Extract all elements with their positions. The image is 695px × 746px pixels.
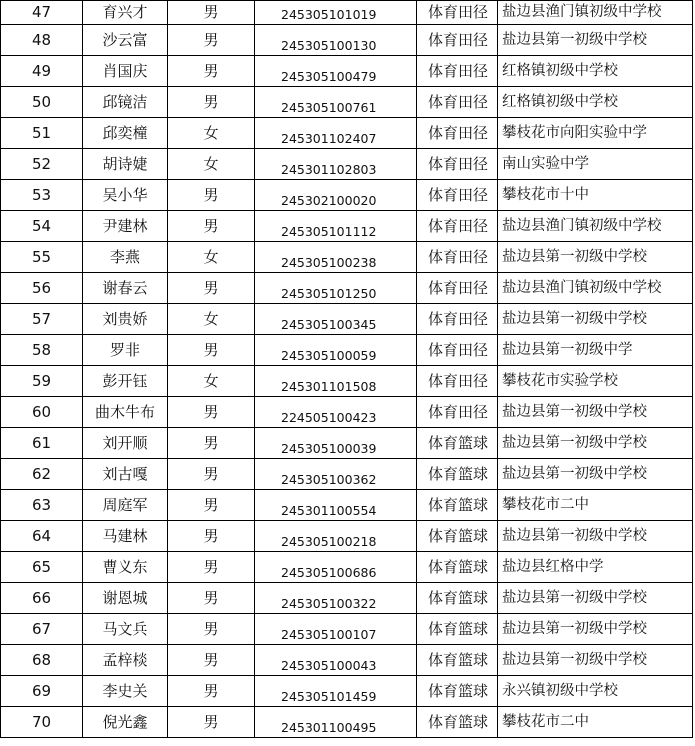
student-gender: 男 [168, 180, 255, 211]
registration-id: 245305100059 [255, 335, 417, 366]
table-row [1, 304, 693, 335]
student-gender: 男 [168, 87, 255, 118]
row-number: 61 [1, 428, 83, 459]
sport-category: 体育田径 [417, 149, 498, 180]
sport-category: 体育篮球 [417, 583, 498, 614]
student-gender: 男 [168, 397, 255, 428]
table-row [1, 521, 693, 552]
school-name: 盐边县第一初级中学校 [498, 645, 693, 676]
table-row [1, 149, 693, 180]
table-row [1, 273, 693, 304]
school-name: 盐边县渔门镇初级中学校 [498, 211, 693, 242]
row-number: 54 [1, 211, 83, 242]
school-name: 攀枝花市二中 [498, 490, 693, 521]
row-number: 53 [1, 180, 83, 211]
row-number: 64 [1, 521, 83, 552]
student-gender: 女 [168, 149, 255, 180]
sport-category: 体育篮球 [417, 645, 498, 676]
school-name: 南山实验中学 [498, 149, 693, 180]
school-name: 盐边县第一初级中学校 [498, 521, 693, 552]
student-name: 胡诗婕 [83, 149, 168, 180]
student-name: 谢恩城 [83, 583, 168, 614]
school-name: 红格镇初级中学校 [498, 87, 693, 118]
row-number: 68 [1, 645, 83, 676]
student-name: 刘贵娇 [83, 304, 168, 335]
sport-category: 体育田径 [417, 25, 498, 56]
sport-category: 体育田径 [417, 211, 498, 242]
table-row [1, 676, 693, 707]
table-row [1, 490, 693, 521]
sport-category: 体育篮球 [417, 490, 498, 521]
sport-category: 体育篮球 [417, 521, 498, 552]
school-name: 盐边县第一初级中学校 [498, 304, 693, 335]
school-name: 盐边县第一初级中学校 [498, 397, 693, 428]
registration-id: 245305101459 [255, 676, 417, 707]
school-name: 盐边县第一初级中学校 [498, 25, 693, 56]
school-name: 盐边县第一初级中学校 [498, 583, 693, 614]
registration-id: 245301101508 [255, 366, 417, 397]
sport-category: 体育篮球 [417, 428, 498, 459]
student-gender: 女 [168, 366, 255, 397]
sport-category: 体育田径 [417, 397, 498, 428]
sport-category: 体育田径 [417, 304, 498, 335]
registration-id: 245305100107 [255, 614, 417, 645]
student-gender: 男 [168, 707, 255, 738]
table-row [1, 242, 693, 273]
table-row [1, 87, 693, 118]
sport-category: 体育田径 [417, 366, 498, 397]
sport-category: 体育田径 [417, 242, 498, 273]
sport-category: 体育篮球 [417, 552, 498, 583]
registration-id: 245301100554 [255, 490, 417, 521]
registration-id: 245305100322 [255, 583, 417, 614]
sport-category: 体育田径 [417, 180, 498, 211]
school-name: 盐边县第一初级中学 [498, 335, 693, 366]
student-gender: 男 [168, 521, 255, 552]
school-name: 盐边县第一初级中学校 [498, 428, 693, 459]
table-row [1, 118, 693, 149]
student-gender: 男 [168, 211, 255, 242]
school-name: 盐边县第一初级中学校 [498, 614, 693, 645]
school-name: 盐边县红格中学 [498, 552, 693, 583]
registration-id: 245301100495 [255, 707, 417, 738]
registration-id: 245302100020 [255, 180, 417, 211]
sport-category: 体育田径 [417, 87, 498, 118]
school-name: 盐边县第一初级中学校 [498, 459, 693, 490]
row-number: 70 [1, 707, 83, 738]
student-name: 谢春云 [83, 273, 168, 304]
table-row [1, 211, 693, 242]
table-row [1, 366, 693, 397]
table-row [1, 459, 693, 490]
row-number: 55 [1, 242, 83, 273]
student-name: 刘开顺 [83, 428, 168, 459]
row-number: 59 [1, 366, 83, 397]
table-row [1, 335, 693, 366]
student-gender: 男 [168, 614, 255, 645]
registration-id: 245305100479 [255, 56, 417, 87]
student-gender: 女 [168, 118, 255, 149]
table-row [1, 56, 693, 87]
row-number: 52 [1, 149, 83, 180]
student-gender: 男 [168, 428, 255, 459]
registration-id: 245305100362 [255, 459, 417, 490]
table-row [1, 583, 693, 614]
student-name: 周庭军 [83, 490, 168, 521]
row-number: 67 [1, 614, 83, 645]
student-gender: 男 [168, 56, 255, 87]
student-gender: 男 [168, 583, 255, 614]
student-name: 尹建林 [83, 211, 168, 242]
table-row [1, 1, 693, 25]
registration-id: 245305100130 [255, 25, 417, 56]
student-name: 李史关 [83, 676, 168, 707]
row-number: 56 [1, 273, 83, 304]
roster-body [1, 1, 693, 738]
student-gender: 男 [168, 552, 255, 583]
table-row [1, 428, 693, 459]
row-number: 69 [1, 676, 83, 707]
sport-category: 体育篮球 [417, 614, 498, 645]
sport-category: 体育篮球 [417, 707, 498, 738]
row-number: 66 [1, 583, 83, 614]
row-number: 62 [1, 459, 83, 490]
row-number: 51 [1, 118, 83, 149]
sport-category: 体育篮球 [417, 676, 498, 707]
student-gender: 男 [168, 25, 255, 56]
row-number: 60 [1, 397, 83, 428]
student-name: 肖国庆 [83, 56, 168, 87]
sport-category: 体育田径 [417, 273, 498, 304]
student-gender: 男 [168, 335, 255, 366]
row-number: 57 [1, 304, 83, 335]
school-name: 盐边县第一初级中学校 [498, 242, 693, 273]
school-name: 攀枝花市十中 [498, 180, 693, 211]
student-name: 罗非 [83, 335, 168, 366]
registration-id: 245305100218 [255, 521, 417, 552]
school-name: 攀枝花市二中 [498, 707, 693, 738]
sport-category: 体育田径 [417, 1, 498, 25]
row-number: 50 [1, 87, 83, 118]
table-row [1, 552, 693, 583]
student-gender: 女 [168, 304, 255, 335]
student-name: 马建林 [83, 521, 168, 552]
table-row [1, 614, 693, 645]
row-number: 48 [1, 25, 83, 56]
student-gender: 男 [168, 1, 255, 25]
student-gender: 男 [168, 676, 255, 707]
student-name: 孟梓棪 [83, 645, 168, 676]
registration-id: 245305101250 [255, 273, 417, 304]
registration-id: 245305101112 [255, 211, 417, 242]
student-name: 彭开钰 [83, 366, 168, 397]
school-name: 盐边县渔门镇初级中学校 [498, 273, 693, 304]
student-name: 育兴才 [83, 1, 168, 25]
row-number: 47 [1, 1, 83, 25]
sport-category: 体育田径 [417, 118, 498, 149]
student-name: 倪光鑫 [83, 707, 168, 738]
student-name: 马文兵 [83, 614, 168, 645]
sport-category: 体育篮球 [417, 459, 498, 490]
student-name: 曲木牛布 [83, 397, 168, 428]
registration-id: 245305100039 [255, 428, 417, 459]
row-number: 63 [1, 490, 83, 521]
sport-category: 体育田径 [417, 335, 498, 366]
student-gender: 男 [168, 459, 255, 490]
registration-id: 245305101019 [255, 1, 417, 25]
school-name: 盐边县渔门镇初级中学校 [498, 1, 693, 25]
student-name: 邱镜洁 [83, 87, 168, 118]
student-gender: 男 [168, 273, 255, 304]
student-gender: 女 [168, 242, 255, 273]
student-gender: 男 [168, 645, 255, 676]
student-name: 曹义东 [83, 552, 168, 583]
registration-id: 245301102803 [255, 149, 417, 180]
school-name: 攀枝花市实验学校 [498, 366, 693, 397]
registration-id: 245305100686 [255, 552, 417, 583]
student-name: 李燕 [83, 242, 168, 273]
registration-id: 245305100238 [255, 242, 417, 273]
registration-id: 224505100423 [255, 397, 417, 428]
registration-id: 245305100345 [255, 304, 417, 335]
school-name: 攀枝花市向阳实验中学 [498, 118, 693, 149]
registration-id: 245305100761 [255, 87, 417, 118]
row-number: 65 [1, 552, 83, 583]
registration-id: 245301102407 [255, 118, 417, 149]
student-name: 刘古嘎 [83, 459, 168, 490]
table-row [1, 397, 693, 428]
school-name: 红格镇初级中学校 [498, 56, 693, 87]
school-name: 永兴镇初级中学校 [498, 676, 693, 707]
student-name: 沙云富 [83, 25, 168, 56]
student-name: 吴小华 [83, 180, 168, 211]
table-row [1, 180, 693, 211]
student-gender: 男 [168, 490, 255, 521]
table-row [1, 707, 693, 738]
registration-id: 245305100043 [255, 645, 417, 676]
table-row [1, 645, 693, 676]
row-number: 49 [1, 56, 83, 87]
student-name: 邱奕橦 [83, 118, 168, 149]
table-row [1, 25, 693, 56]
row-number: 58 [1, 335, 83, 366]
sport-category: 体育田径 [417, 56, 498, 87]
